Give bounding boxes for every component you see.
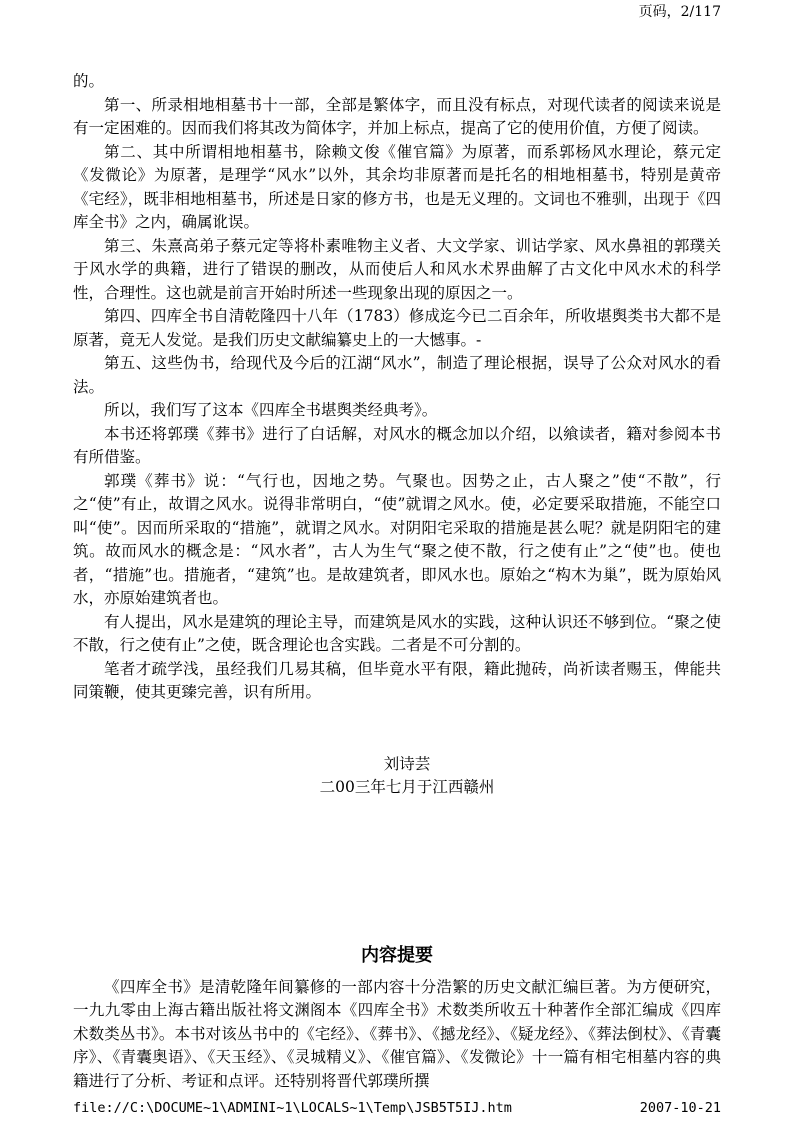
paragraph-point-1: 第一、所录相地相墓书十一部，全部是繁体字，而且没有标点，对现代读者的阅读来说是有一定困难的。因而我们将其改为简体字，并加上标点，提高了它的使用价值，方便了阅读。	[73, 95, 721, 137]
signature-date: 二00三年七月于江西赣州	[319, 778, 495, 796]
summary-paragraph: 《四库全书》是清乾隆年间纂修的一部内容十分浩繁的历史文献汇编巨著。为方便研究，一九九零由上海古籍出版社将文渊阁本《四库全书》术数类所收五十种著作全部汇编成《四库术数类丛书》。本书对该丛书中的《宅经》、《葬书》、《撼龙经》、《疑龙经》、《葬法倒杖》、《青囊序》、《青囊奥语》、《天玉经》、《灵城精义》、《催官篇》、《发微论》十一篇有相宅相墓内容的典籍进行了分析、考证和点评。还特别将晋代郭璞所撰	[73, 977, 721, 1090]
paragraph-book-intro: 所以，我们写了这本《四库全书堪舆类经典考》。	[104, 401, 438, 419]
paragraph-point-2: 第二、其中所谓相地相墓书，除赖文俊《催官篇》为原著，而系郭杨风水理论，蔡元定《发微论》为原著，是理学“风水”以外，其余均非原著而是托名的相地相墓书，特别是黄帝《宅经》，既非相地相墓书，所述是日家的修方书，也是无义理的。文词也不雅驯，出现于《四库全书》之内，确属讹误。	[73, 142, 721, 231]
page-number: 页码，2/117	[638, 4, 721, 20]
document-body	[73, 70, 721, 1093]
paragraph-continuation: 的。	[73, 72, 105, 90]
paragraph-point-3: 第三、朱熹高弟子蔡元定等将朴素唯物主义者、大文学家、训诂学家、风水鼻祖的郭璞关于风水学的典籍，进行了错误的删改，从而使后人和风水术界曲解了古文化中风水术的科学性，合理性。这也就是前言开始时所述一些现象出现的原因之一。	[73, 236, 721, 302]
paragraph-author-note: 笔者才疏学浅，虽经我们几易其稿，但毕竟水平有限，籍此抛砖，尚祈读者赐玉，俾能共同策鞭，使其更臻完善，识有所用。	[73, 659, 721, 701]
footer-file-path: file://C:\DOCUME~1\ADMINI~1\LOCALS~1\Temp\JSB5T5IJ.htm	[73, 1100, 512, 1116]
paragraph-book-purpose: 本书还将郭璞《葬书》进行了白话解，对风水的概念加以介绍，以飨读者，籍对参阅本书有所借鉴。	[73, 424, 721, 466]
paragraph-theory-practice: 有人提出，风水是建筑的理论主导，而建筑是风水的实践，这种认识还不够到位。“聚之使不散，行之使有止”之使，既含理论也含实践。二者是不可分割的。	[73, 612, 721, 654]
footer-date: 2007-10-21	[639, 1100, 721, 1116]
paragraph-point-5: 第五、这些伪书，给现代及今后的江湖“风水”，制造了理论根据，误导了公众对风水的看法。	[73, 354, 721, 396]
paragraph-zangshu-quote: 郭璞《葬书》说：“气行也，因地之势。气聚也。因势之止，古人聚之”使“不散”，行之“使”有止，故谓之风水。说得非常明白，“使”就谓之风水。使，必定要采取措施，不能空口叫“使”。因而所采取的“措施”，就谓之风水。对阴阳宅采取的措施是甚么呢？就是阴阳宅的建筑。故而风水的概念是：“风水者”，古人为生气“聚之使不散，行之使有止”之“使”也。使也者，“措施”也。措施者，“建筑”也。是故建筑者，即风水也。原始之“构木为巢”，既为原始风水，亦原始建筑者也。	[73, 471, 721, 607]
paragraph-point-4: 第四、四库全书自清乾隆四十八年（1783）修成迄今已二百余年，所收堪舆类书大都不是原著，竟无人发觉。是我们历史文献编纂史上的一大憾事。-	[73, 307, 721, 349]
signature-name: 刘诗芸	[383, 754, 431, 773]
summary-title: 内容提要	[361, 944, 433, 966]
